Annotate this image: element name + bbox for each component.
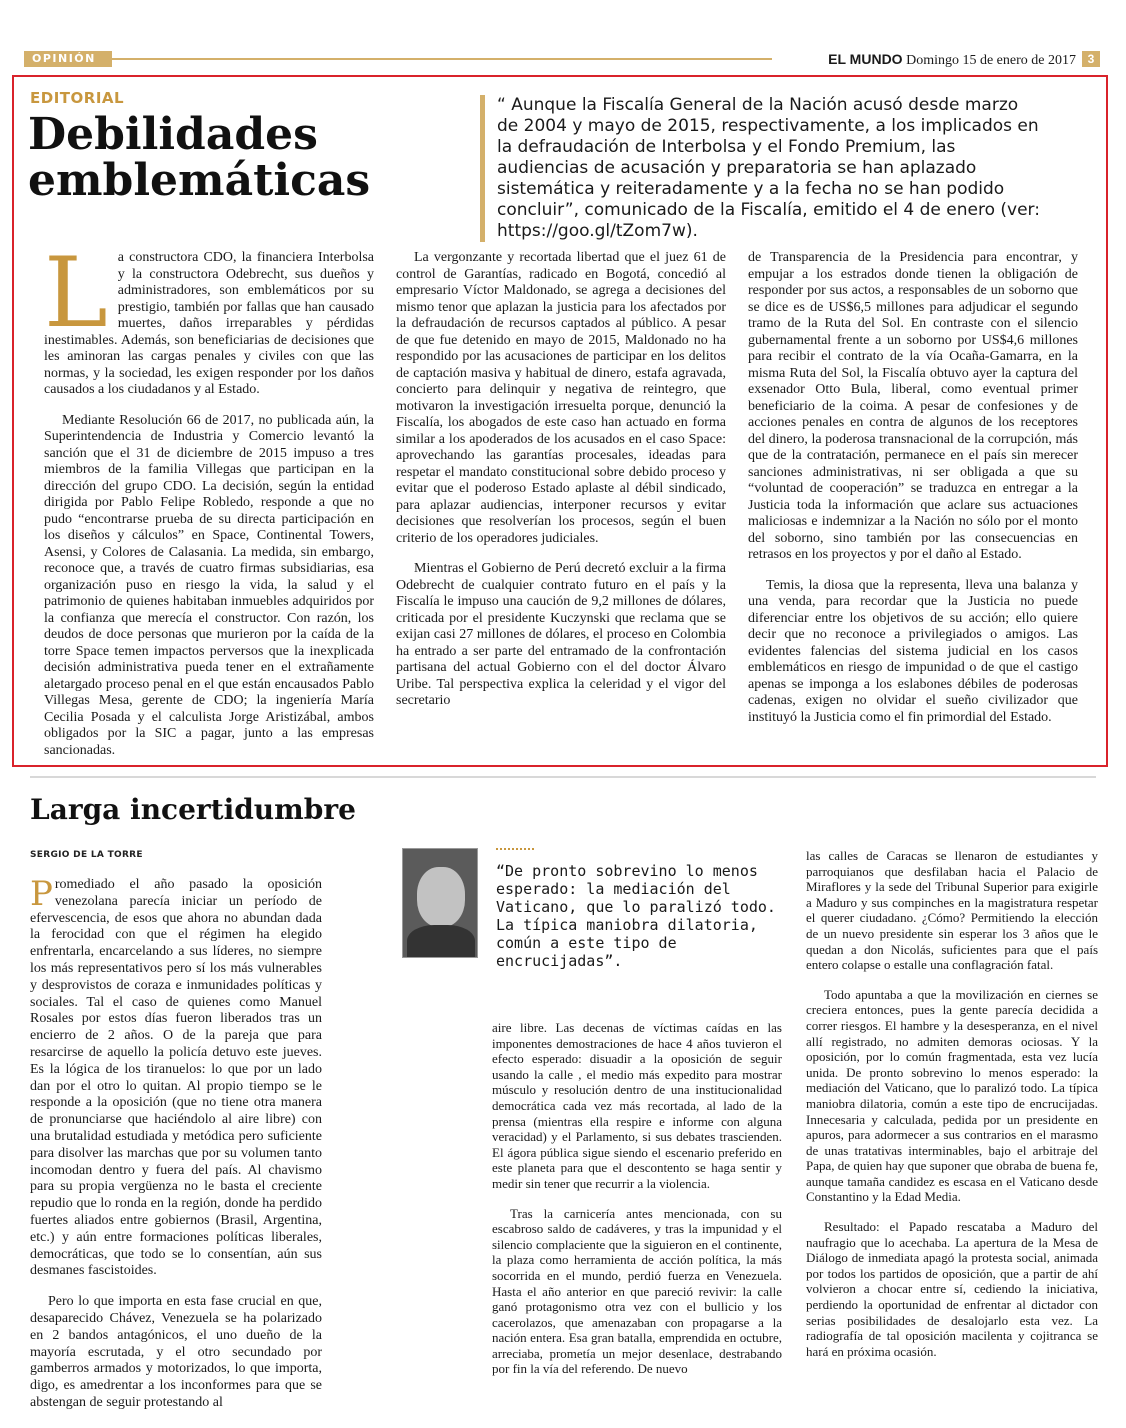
issue-date: Domingo 15 de enero de 2017	[906, 53, 1076, 68]
editorial-pull-quote: “ Aunque la Fiscalía General de la Nación acusó desde marzo de 2004 y mayo de 2015, respectivamente, a los implicados en la defraudación de Interbolsa y el Fondo Premium, las audiencias de acusación y preparatoria se han aplazado sistemática y reiteradamente y a la fecha no se han podido concluir”, comunicado de la Fiscalía, emitido el 4 de enero (ver: https://goo.gl/tZom7w).	[480, 95, 1040, 242]
author-shoulders	[407, 925, 475, 958]
quote-ornament	[496, 848, 534, 856]
header-rule	[112, 58, 772, 60]
paragraph-text: romediado el año pasado la oposición venezolana parecía iniciar un período de efervescencia, de esos que ahora no abundan dada la ferocidad con que el régimen ha elegido enfrentarla, encarcelando a sus líderes, no siempre los más representativos pero sí los más vulnerables y desprovistos de coraza e inmunidades políticas y sociales. Tal el caso de quienes como Manuel Rosales por estos días fueron liberados tras un encierro de 2 años. O de la pareja que para resarcirse de aquello la policía detuvo este jueves. Es la lógica de los tiranuelos: lo que por un lado dan por el otro lo quitan. Al propio tiempo se le responde a la oposición (que no tiene otra manera de pronunciarse que haciéndolo al aire libre) con una brutalidad estudiada y metódica pero suficiente para disolver las marchas que por su volumen tanto incomodan dentro y fuera del país. Al chavismo para su propia vergüenza no le basta el creciente repudio que lo ronda en la región, donde ha perdido fuertes aliados entre gobiernos (Brasil, Argentina, etc.) y aún entre formaciones políticas liberales, democráticas, que todo se lo consentían, aún sus desmanes fascistoides.	[30, 877, 322, 1279]
editorial-headline: Debilidades emblemáticas	[28, 109, 371, 206]
drop-cap: P	[30, 874, 53, 914]
column-pull-quote: “De pronto sobrevino lo menos esperado: la mediación del Vaticano, que lo paralizó todo. La típica maniobra dilatoria, común a este tipo de encrucijadas”.	[496, 862, 776, 970]
paragraph-text: a constructora CDO, la financiera Interbolsa y la constructora Odebrecht, sus dueños y administradores, son emblemáticos por su prestigio, también por fallas que han causado muertes, daños irreparables y pérdidas inestimables. Además, son beneficiarias de decisiones que les aminoran las cargas penales y civiles con que las normas, y la sociedad, les exigen responder por los daños causados a los ciudadanos y al Estado.	[44, 250, 374, 397]
editorial-paragraph: Mientras el Gobierno de Perú decretó excluir a la firma Odebrecht de cualquier contrato futuro en el país y la Fiscalía le impuso una caución de 9,2 millones de dólares, criticada por el presidente Kuczynski que reclama que se exijan casi 27 millones de dólares, el proceso en Colombia ha entrado a ser parte del entramado de la confrontación partisana del actual Gobierno con el del doctor Álvaro Uribe. Tal perspectiva explica la celeridad y el vigor del secretario	[396, 561, 726, 708]
section-label: OPINIÓN	[24, 51, 112, 67]
editorial-paragraph: Temis, la diosa que la representa, lleva una balanza y una venda, para recordar que la Justicia no puede diferenciar entre los objetivos de su acción; ello quiere decir que no reconoce a privilegiados o amigos. Las evidentes falencias del sistema judicial en los casos emblemáticos en riesgo de impunidad o de que el castigo apenas se imponga a los eslabones débiles de poderosas cadenas, exigen no olvidar el sueño civilizador que instituyó la Justicia como el fin primordial del Estado.	[748, 577, 1078, 725]
editorial-column-3	[748, 250, 1078, 740]
column-text-2	[492, 1020, 782, 1391]
column-headline: Larga incertidumbre	[30, 793, 356, 826]
editorial-column-2	[396, 250, 726, 724]
column-paragraph: Tras la carnicería antes mencionada, con su escabroso saldo de cadáveres, y tras la impunidad y el silencio complaciente que la siguieron en el continente, la plaza como herramienta de acción política, la más socorrida en el mundo, perdió fuerza en Venezuela. Hasta el año anterior en que pareció revivir: la calle ganó protagonismo otra vez con el bullicio y los cacerolazos, que amenazaban con propagarse a la nación entera. Esa gran batalla, emprendida en octubre, arreciaba, prometía un mejor desenlace, destrabando por fin la vía del referendo. De nuevo	[492, 1205, 782, 1377]
column-paragraph: Pero lo que importa en esta fase crucial en que, desaparecido Chávez, Venezuela se ha polarizado en 2 bandos antagónicos, el uno dueño de la mayoría escrutada, y el otro secundado por gamberros armados y motorizados, lo que importa, digo, es amedrentar a los inconformes para que se abstengan de seguir protestando al	[30, 1294, 322, 1410]
column-paragraph: Resultado: el Papado rescataba a Maduro del naufragio que lo acechaba. La apertura de la Mesa de Diálogo de inmediata apagó la protesta social, animada por todos los partidos de oposición, que a partir de ahí volvieron a chocar entre sí, cediendo la iniciativa, perdiendo la oportunidad de enfrentar al dictador con serias posibilidades de desalojarlo esta vez. La radiografía de tal oposición macilenta y cojitranca se hará en próxima ocasión.	[806, 1219, 1098, 1359]
editorial-kicker: EDITORIAL	[30, 89, 125, 107]
author-photo	[402, 848, 478, 958]
column-paragraph	[30, 874, 322, 1280]
page-header	[24, 51, 1100, 67]
editorial-paragraph	[44, 237, 374, 399]
editorial-paragraph: de Transparencia de la Presidencia para encontrar, y empujar a los estrados donde tienen la obligación de responder por sus actos, a responsables de un soborno que se dice es de US$6,5 millones para adjudicar el segundo tramo de la Ruta del Sol. En contraste con el silencio gubernamental frente a un soborno por US$4,6 millones para recibir el contrato de la vía Ocaña-Gamarra, en la misma Ruta del Sol, la Fiscalía obtuvo ayer la captura del exsenador Otto Bula, liberal, como eventual primer beneficiario de la coima. A pesar de confesiones y de acciones penales en contra de algunos de los receptores del dinero, la poderosa transnacional de la corrupción, más que de la contratación, permanece en el país sin merecer sanciones administrativas, ni ser obligada a que su “voluntad de cooperación” se traduzca en entregar a la Justicia toda la información que aclare sus actuaciones maliciosas e indemnizar a la Nación no sólo por el monto del soborno, sino también por las consecuencias en retrasos en los proyectos y por el daño al Estado.	[748, 250, 1078, 562]
column-paragraph: las calles de Caracas se llenaron de estudiantes y parroquianos que desfilaban hacia el Palacio de Miraflores y la sede del Tribunal Superior para exigirle a Maduro y sus compinches en la magistratura respetar el querer ciudadano. ¿Cómo? Permitiendo la elección de un nuevo presidente sin esperar los 3 años que le quedan a don Nicolás, suficientes para que el país entero colapse o estalle una conflagración fatal.	[806, 848, 1098, 973]
author-face	[417, 867, 465, 927]
page-number: 3	[1082, 51, 1100, 67]
column-byline: SERGIO DE LA TORRE	[30, 850, 143, 860]
column-text-3	[806, 848, 1098, 1373]
column-paragraph: aire libre. Las decenas de víctimas caídas en las imponentes demostraciones de hace 4 años tuvieron el efecto esperado: disuadir a la oposición de seguir usando la calle , el medio más expedito para mostrar músculo y resolución dentro de una institucionalidad democrática cada vez más recortada, al lado de la prensa (mientras ella respire e informe con alguna veracidad) y el Parlamento, si sus debates trascienden. El ágora pública sigue siendo el escenario preferido en este planeta para que el descontento se haga sentir y medir sin tener que recurrir a la violencia.	[492, 1020, 782, 1191]
editorial-column-1	[44, 237, 374, 773]
drop-cap: L	[44, 237, 108, 349]
column-text-1	[30, 874, 322, 1426]
newspaper-name: EL MUNDO	[828, 51, 903, 67]
masthead	[828, 51, 1076, 69]
section-divider	[30, 776, 1096, 778]
editorial-paragraph: La vergonzante y recortada libertad que el juez 61 de control de Garantías, radicado en Bogotá, concedió al empresario Víctor Maldonado, se agrega a decisiones del mismo tenor que aplazan la justicia para los afectados por la defraudación de recursos captados al público. A pesar de que fue detenido en mayo de 2015, Maldonado no ha respondido por las acusaciones de participar en los delitos de captación masiva y habitual de dinero, estafa agravada, concierto para delinquir y negativa de reintegro, que motivaron la investigación irresuelta porque, denunció la Fiscalía, los abogados de este caso han actuado en forma similar a los apoderados de los acusados en el caso Space: aprovechando las garantías procesales, ideadas para respetar el mandato constitucional sobre debido proceso y evitar que el poderoso Estado aplaste al débil sindicado, para aplazar audiencias, interponer recursos y evitar decisiones que resolverían los procesos, según el buen criterio de los operadores judiciales.	[396, 250, 726, 546]
column-paragraph: Todo apuntaba a que la movilización en ciernes se creciera entonces, pues la gente parecía decidida a correr riesgos. El hambre y la desesperanza, en el nivel allí registrado, no admiten demoras ociosas. Y la oposición, por lo común fragmentada, esta vez lucía unida. De pronto sobrevino lo menos esperado: la mediación del Vaticano, que lo paralizó todo. La típica maniobra dilatoria, común a este tipo de encrucijadas. Innecesaria y calculada, pedida por un presidente en apuros, para adormecer a sus contrarios en el marasmo de unas tratativas interminables, bajo el arbitraje del Papa, de quien hay que suponer que obraba de buena fe, aunque tamaña candidez es escasa en el Vaticano desde Constantino y la Edad Media.	[806, 986, 1098, 1205]
editorial-paragraph: Mediante Resolución 66 de 2017, no publicada aún, la Superintendencia de Industria y Comercio levantó la sanción que el 31 de diciembre de 2015 impuso a tres miembros de la familia Villegas que participan en la dirección del grupo CDO. La decisión, según la entidad dirigida por Pablo Felipe Robledo, responde a que no pudo “encontrarse prueba de su directa participación en los diseños y cálculos” en Space, Continental Towers, Asensi, y Colores de Calasania. La medida, sin embargo, reconoce que, a través de cuatro firmas subsidiarias, esa organización puso en riesgo la vida, la salud y el patrimonio de quienes habitaban inmuebles adquiridos por la confianza que merecía el constructor. Con razón, los deudos de doce personas que murieron por la caída de la torre Space temen impactos perversos que la inexplicada decisión administrativa pueda tener en el extrañamente aletargado proceso penal en el que están encausados Pablo Villegas Mesa, gerente de CDO; la ingeniería María Cecilia Posada y el calculista Jorge Aristizábal, ambos obligados por la SIC a pagar, junto a las empresas sancionadas.	[44, 412, 374, 758]
